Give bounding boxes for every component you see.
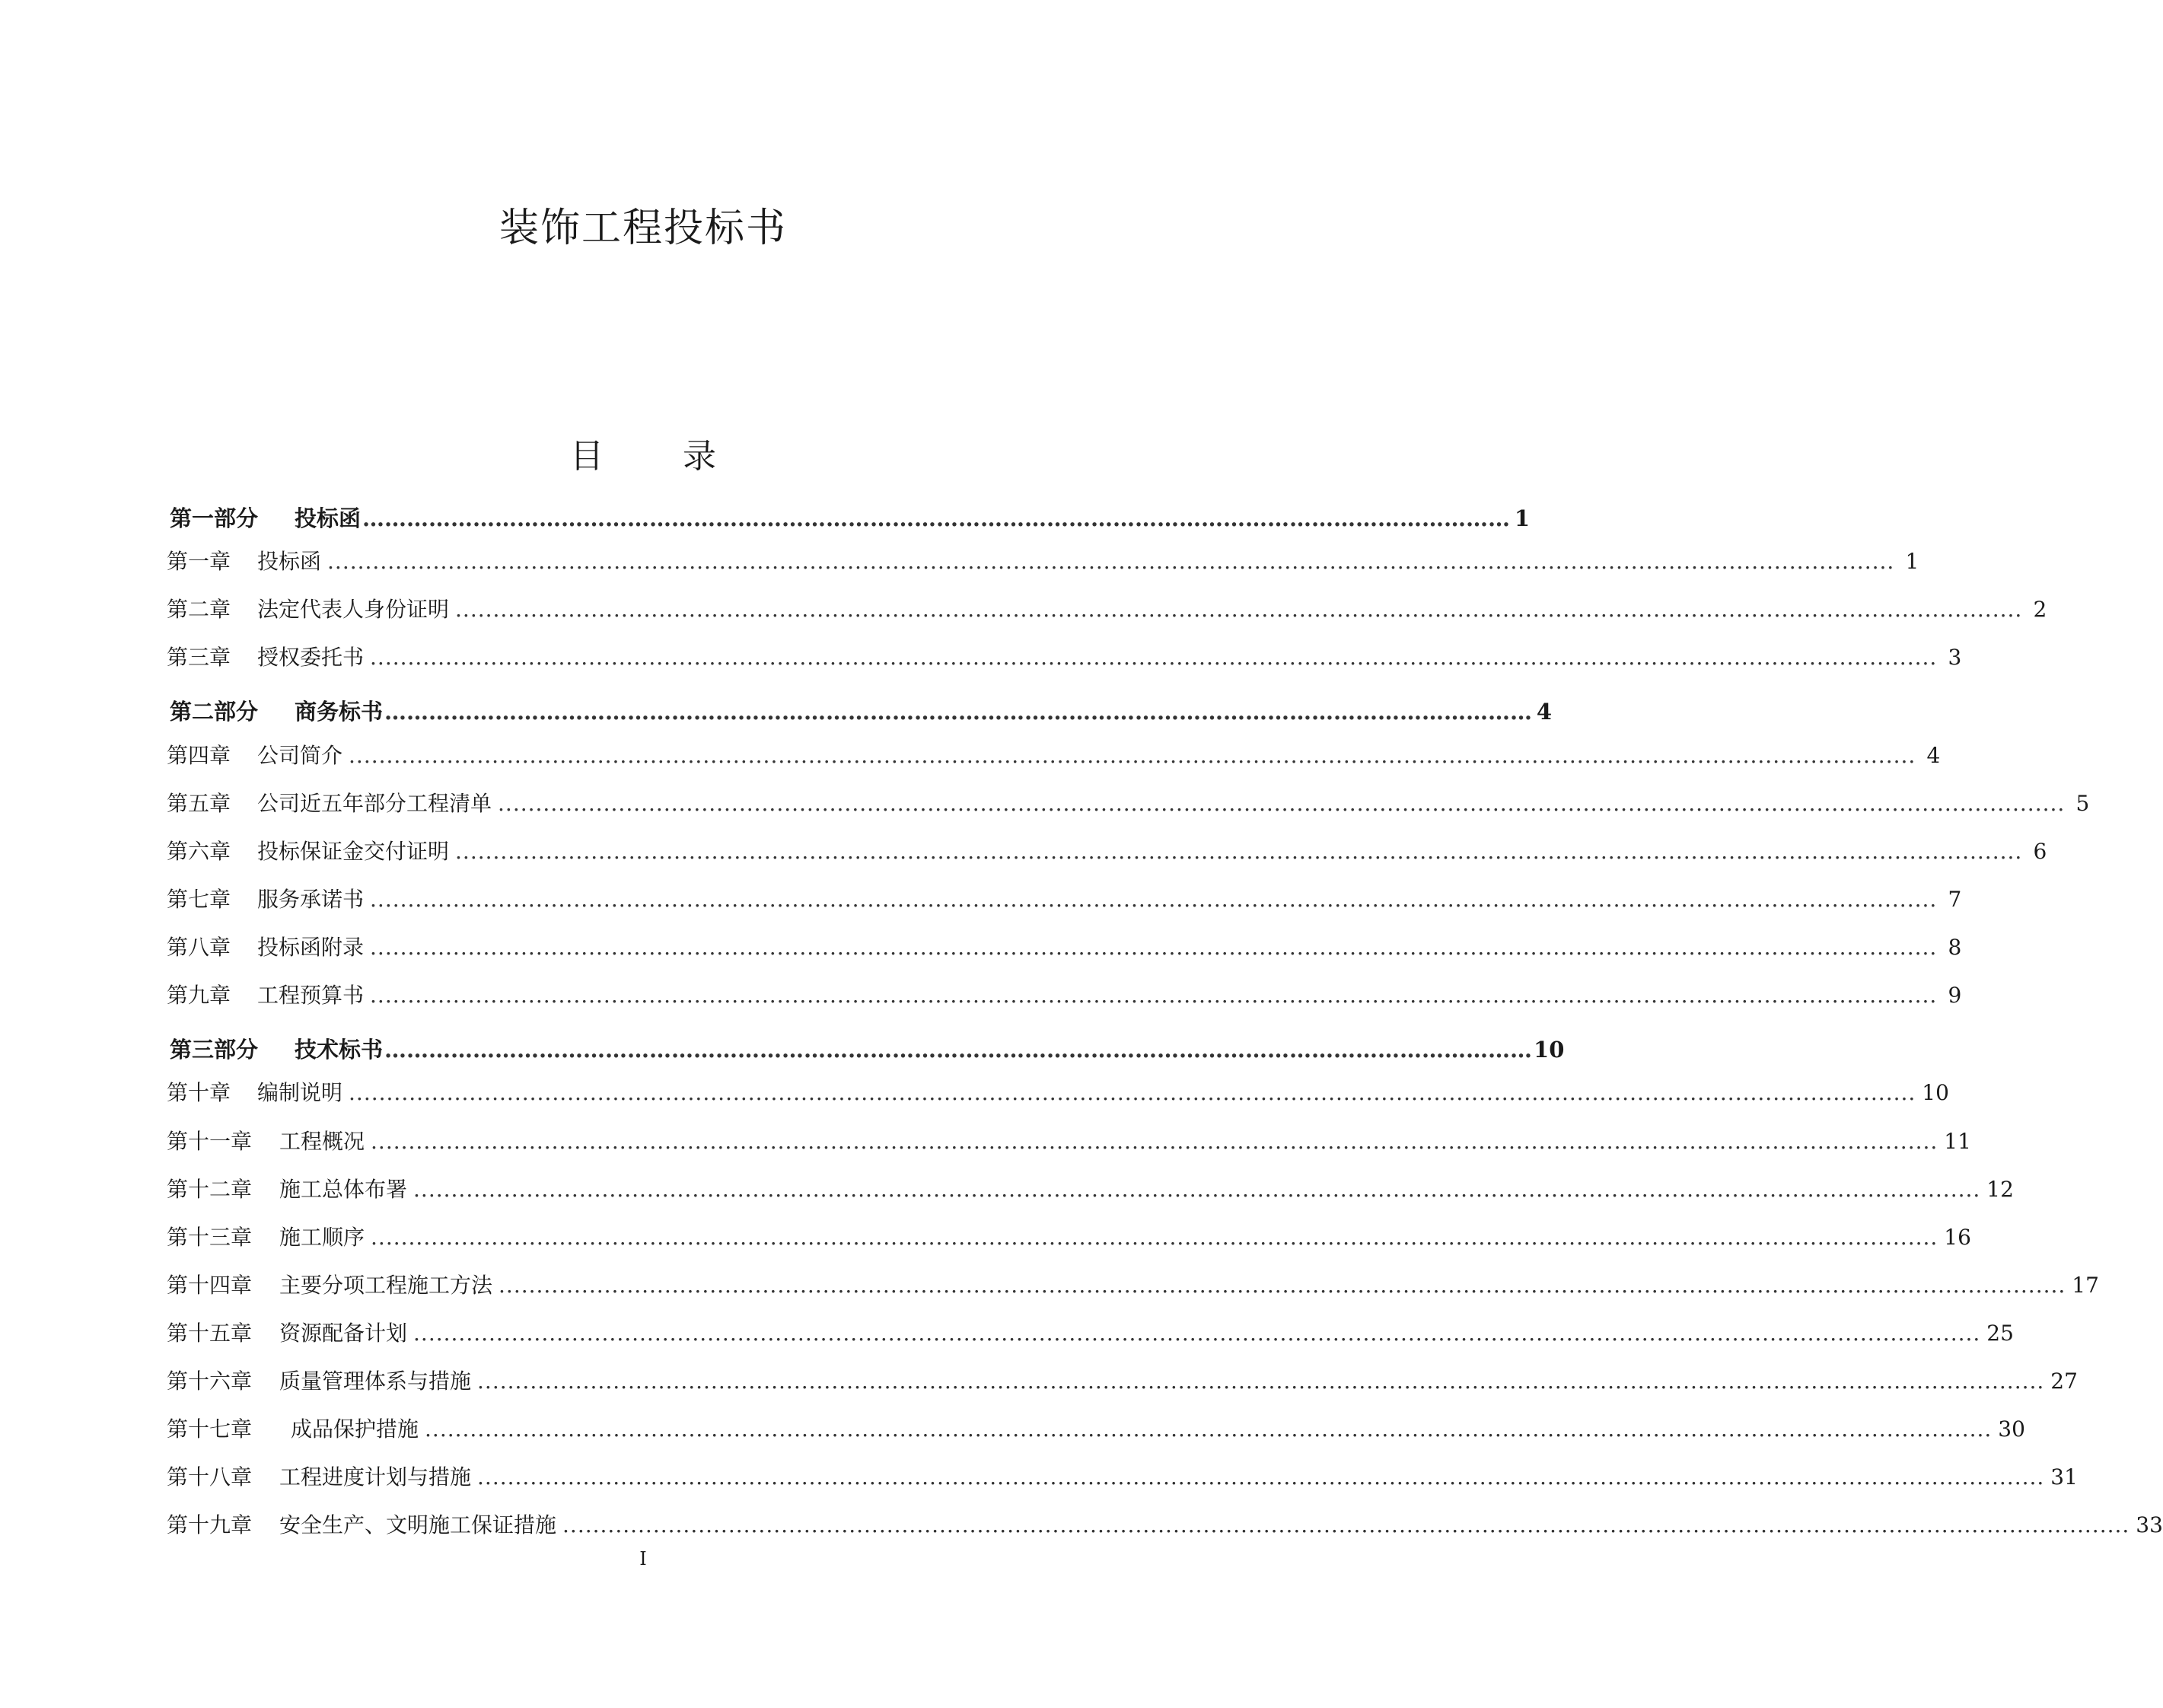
dot-leader: ................................................................................................................................................................................................................ [349, 1080, 1916, 1105]
toc-chapter-11[interactable] [167, 1123, 1971, 1160]
toc-entry-title: 法定代表人身份证明 [257, 597, 450, 622]
dot-leader: ................................................................................................................................................................................................................ [562, 1512, 2130, 1538]
toc-entry-page: 1 [1905, 549, 1919, 574]
toc-chapter-19[interactable] [167, 1507, 2163, 1544]
toc-part-2[interactable] [167, 693, 1553, 730]
dot-leader: ................................................................................................................................................................................................................ [371, 1225, 1938, 1250]
toc-entry-title: 主要分项工程施工方法 [279, 1273, 493, 1298]
toc-entry-title: 编制说明 [257, 1080, 343, 1105]
toc-entry-page: 8 [1948, 935, 1962, 960]
toc-chapter-1[interactable] [167, 543, 1919, 580]
dot-leader: ................................................................................................................................................................................................................ [370, 887, 1938, 912]
toc-entry-page: 10 [1922, 1080, 1949, 1105]
dot-leader: ................................................................................................................................................................................................................ [455, 839, 2023, 864]
toc-entry-page: 4 [1926, 743, 1941, 768]
toc-part-3[interactable] [167, 1031, 1565, 1068]
toc-chapter-13[interactable] [167, 1219, 1971, 1256]
dot-leader: ................................................................................................................................................................................................................ [370, 983, 1938, 1008]
toc-entry-title: 安全生产、文明施工保证措施 [279, 1512, 557, 1538]
toc-entry-title: 授权委托书 [257, 645, 365, 670]
toc-entry-title: 商务标书 [295, 699, 384, 725]
toc-chapter-18[interactable] [167, 1459, 2078, 1496]
toc-entry-title: 资源配备计划 [279, 1321, 408, 1346]
toc-entry-number: 第十六章 [167, 1369, 253, 1394]
toc-entry-title: 施工顺序 [279, 1225, 365, 1250]
toc-chapter-17[interactable] [167, 1411, 2025, 1448]
toc-entry-page: 4 [1536, 699, 1553, 725]
toc-entry-title: 技术标书 [295, 1037, 384, 1063]
dot-leader: ................................................................................................................................................................................................................ [413, 1177, 1981, 1202]
dot-leader: ................................................................................................................................................................................................................ [327, 549, 1895, 574]
toc-entry-page: 17 [2072, 1273, 2099, 1298]
toc-entry-page: 30 [1998, 1416, 2025, 1442]
toc-entry-number: 第五章 [167, 791, 231, 816]
dot-leader: ................................................................................................................................................................................................................ [477, 1464, 2045, 1490]
dot-leader: ................................................................................................................................................................................................................ [370, 935, 1938, 960]
toc-entry-page: 27 [2050, 1369, 2078, 1394]
toc-entry-number: 第十七章 [167, 1416, 253, 1442]
toc-entry-title: 成品保护措施 [291, 1416, 419, 1442]
dot-leader: ………………………………………………………………………………………………………………………………………… [362, 505, 1511, 531]
dot-leader: ................................................................................................................................................................................................................ [371, 1129, 1938, 1154]
dot-leader: ................................................................................................................................................................................................................ [477, 1369, 2045, 1394]
toc-chapter-6[interactable] [167, 833, 2047, 870]
toc-entry-number: 第二部分 [170, 699, 259, 725]
toc-entry-page: 5 [2075, 791, 2090, 816]
toc-chapter-12[interactable] [167, 1171, 2014, 1208]
toc-chapter-2[interactable] [167, 591, 2047, 628]
toc-entry-page: 31 [2050, 1464, 2078, 1490]
toc-entry-page: 33 [2136, 1512, 2163, 1538]
dot-leader: ................................................................................................................................................................................................................ [370, 645, 1938, 670]
dot-leader: ………………………………………………………………………………………………………………………………………… [384, 1037, 1533, 1063]
toc-entry-number: 第十九章 [167, 1512, 253, 1538]
toc-entry-number: 第二章 [167, 597, 231, 622]
toc-part-1[interactable] [167, 500, 1531, 537]
toc-chapter-14[interactable] [167, 1267, 2099, 1304]
toc-entry-title: 工程预算书 [257, 983, 365, 1008]
toc-chapter-4[interactable] [167, 738, 1941, 774]
toc-entry-title: 工程概况 [279, 1129, 365, 1154]
toc-chapter-15[interactable] [167, 1315, 2014, 1352]
toc-chapter-8[interactable] [167, 929, 1962, 966]
dot-leader: ………………………………………………………………………………………………………………………………………… [384, 699, 1533, 725]
toc-entry-page: 3 [1948, 645, 1962, 670]
toc-chapter-3[interactable] [167, 639, 1962, 676]
toc-entry-number: 第十八章 [167, 1464, 253, 1490]
toc-entry-title: 公司近五年部分工程清单 [257, 791, 492, 816]
toc-entry-number: 第六章 [167, 839, 231, 864]
toc-entry-page: 9 [1948, 983, 1962, 1008]
toc-entry-title: 投标函 [257, 549, 322, 574]
toc-entry-title: 服务承诺书 [257, 887, 365, 912]
toc-entry-number: 第三部分 [170, 1037, 259, 1063]
toc-chapter-5[interactable] [167, 785, 2090, 822]
toc-entry-page: 7 [1948, 887, 1962, 912]
toc-chapter-9[interactable] [167, 977, 1962, 1014]
toc-entry-number: 第十二章 [167, 1177, 253, 1202]
toc-entry-number: 第十章 [167, 1080, 231, 1105]
toc-entry-page: 25 [1986, 1321, 2014, 1346]
toc-entry-title: 施工总体布署 [279, 1177, 408, 1202]
toc-entry-number: 第八章 [167, 935, 231, 960]
toc-chapter-7[interactable] [167, 881, 1962, 918]
toc-entry-title: 投标函附录 [257, 935, 365, 960]
toc-entry-title: 公司简介 [257, 743, 343, 768]
dot-leader: ................................................................................................................................................................................................................ [498, 791, 2066, 816]
toc-entry-title: 投标保证金交付证明 [257, 839, 450, 864]
toc-chapter-10[interactable] [167, 1075, 1949, 1111]
toc-entry-title: 工程进度计划与措施 [279, 1464, 472, 1490]
toc-entry-page: 1 [1514, 505, 1531, 531]
toc-entry-number: 第十一章 [167, 1129, 253, 1154]
toc-entry-page: 11 [1944, 1129, 1971, 1154]
toc-entry-page: 10 [1534, 1037, 1565, 1063]
toc-entry-number: 第四章 [167, 743, 231, 768]
toc-entry-page: 16 [1944, 1225, 1971, 1250]
dot-leader: ................................................................................................................................................................................................................ [499, 1273, 2066, 1298]
dot-leader: ................................................................................................................................................................................................................ [349, 743, 1916, 768]
toc-entry-page: 6 [2033, 839, 2047, 864]
toc-entry-number: 第十五章 [167, 1321, 253, 1346]
toc-entry-number: 第九章 [167, 983, 231, 1008]
dot-leader: ................................................................................................................................................................................................................ [425, 1416, 1993, 1442]
toc-entry-number: 第十四章 [167, 1273, 253, 1298]
toc-entry-page: 2 [2033, 597, 2047, 622]
toc-entry-page: 12 [1986, 1177, 2014, 1202]
toc-entry-number: 第三章 [167, 645, 231, 670]
page-number: I [639, 1548, 647, 1569]
document-title: 装饰工程投标书 [499, 206, 787, 251]
dot-leader: ................................................................................................................................................................................................................ [413, 1321, 1981, 1346]
toc-entry-title: 质量管理体系与措施 [279, 1369, 472, 1394]
toc-entry-title: 投标函 [295, 505, 362, 531]
toc-entry-number: 第一章 [167, 549, 231, 574]
toc-entry-number: 第七章 [167, 887, 231, 912]
toc-entry-number: 第十三章 [167, 1225, 253, 1250]
toc-entry-number: 第一部分 [170, 505, 259, 531]
toc-heading: 目 录 [570, 437, 716, 476]
toc-chapter-16[interactable] [167, 1363, 2078, 1400]
dot-leader: ................................................................................................................................................................................................................ [455, 597, 2023, 622]
